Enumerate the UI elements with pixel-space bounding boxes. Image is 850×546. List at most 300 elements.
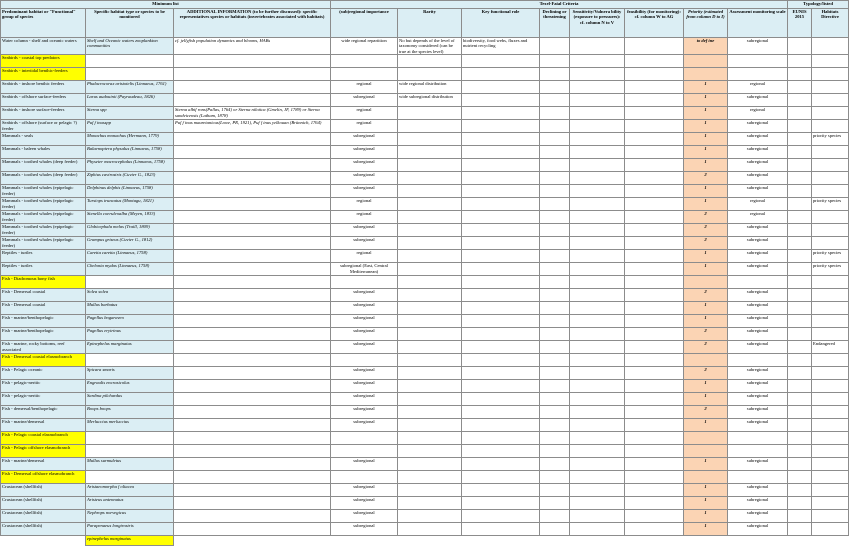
cell-species <box>86 276 174 289</box>
cell-importance: subregional <box>331 328 398 341</box>
cell-declining <box>540 432 570 445</box>
cell-species: Tursiops truncatus (Montagu, 1821) <box>86 198 174 211</box>
cell-sensitivity <box>570 38 625 55</box>
cell-sensitivity <box>570 263 625 276</box>
cell-feasibility <box>625 380 684 393</box>
cell-species: Stenella coeruleoalba (Meyen, 1833) <box>86 211 174 224</box>
cell-habitats-directive <box>812 81 849 94</box>
cell-sensitivity <box>570 146 625 159</box>
cell-species: Nephrops norvegicus <box>86 510 174 523</box>
cell-additional-info <box>174 289 331 302</box>
cell-eunis <box>788 458 812 471</box>
cell-additional-info <box>174 419 331 432</box>
cell-additional-info: cf. jellyfish population dynamics and blooms, HABs <box>174 38 331 55</box>
cell-assessment-scale: subregional <box>728 120 788 133</box>
cell-feasibility <box>625 159 684 172</box>
cell-habitats-directive <box>812 276 849 289</box>
table-row <box>1 471 849 484</box>
table-row <box>1 81 849 94</box>
cell-eunis <box>788 484 812 497</box>
table-row <box>1 445 849 458</box>
cell-eunis <box>788 185 812 198</box>
cell-assessment-scale: subregional <box>728 497 788 510</box>
cell-importance <box>331 471 398 484</box>
cell-eunis <box>788 211 812 224</box>
cell-declining <box>540 94 570 107</box>
cell-additional-info <box>174 445 331 458</box>
cell-feasibility <box>625 263 684 276</box>
cell-rarity <box>398 497 462 510</box>
cell-additional-info <box>174 302 331 315</box>
cell-declining <box>540 341 570 354</box>
cell-feasibility <box>625 94 684 107</box>
cell-assessment-scale: subregional <box>728 133 788 146</box>
col-header-eunis: EUNIS 2015 <box>788 9 812 38</box>
cell-sensitivity <box>570 94 625 107</box>
cell-sensitivity <box>570 107 625 120</box>
cell-priority: 1 <box>684 315 728 328</box>
cell-habitats-directive <box>812 68 849 81</box>
cell-declining <box>540 315 570 328</box>
cell-habitats-directive <box>812 172 849 185</box>
cell-species: Physeter macrocephalus (Linnaeus, 1758) <box>86 159 174 172</box>
cell-key-role: biodiversity, food webs, fluxes and nutrient recycling <box>462 38 540 55</box>
cell-species <box>86 354 174 367</box>
cell-additional-info <box>174 81 331 94</box>
col-header-importance: (sub)regional importance <box>331 9 398 38</box>
cell-habitats-directive <box>812 354 849 367</box>
cell-group: Seabirds - offshore surface-feeders <box>1 94 86 107</box>
table-row <box>1 68 849 81</box>
cell-sensitivity <box>570 211 625 224</box>
cell-species: Aristeus antennatus <box>86 497 174 510</box>
cell-declining <box>540 211 570 224</box>
cell-habitats-directive <box>812 94 849 107</box>
cell-rarity <box>398 224 462 237</box>
cell-eunis <box>788 172 812 185</box>
cell-sensitivity <box>570 81 625 94</box>
cell-feasibility <box>625 393 684 406</box>
cell-declining <box>540 159 570 172</box>
cell-additional-info <box>174 198 331 211</box>
cell-declining <box>540 224 570 237</box>
cell-importance: regional <box>331 107 398 120</box>
cell-priority: 1 <box>684 198 728 211</box>
cell-declining <box>540 510 570 523</box>
cell-species: Merluccius merluccius <box>86 419 174 432</box>
cell-key-role <box>462 68 540 81</box>
cell-eunis <box>788 237 812 250</box>
cell-species: Ziphius cavirostris (Cuvier G., 1823) <box>86 172 174 185</box>
cell-sensitivity <box>570 354 625 367</box>
cell-assessment-scale: regional <box>728 81 788 94</box>
cell-eunis <box>788 380 812 393</box>
cell-declining <box>540 237 570 250</box>
cell-priority: 2 <box>684 341 728 354</box>
cell-rarity <box>398 510 462 523</box>
cell-species: Aristaeomorpha f oliacea <box>86 484 174 497</box>
cell-assessment-scale <box>728 55 788 68</box>
cell-feasibility <box>625 55 684 68</box>
cell-priority: 2 <box>684 211 728 224</box>
cell-importance <box>331 276 398 289</box>
cell-additional-info <box>174 55 331 68</box>
cell-species: Chelonia mydas (Linnaeus, 1758) <box>86 263 174 276</box>
cell-group: Mammals - toothed whales (deep feeder) <box>1 172 86 185</box>
cell-additional-info <box>174 354 331 367</box>
cell-feasibility <box>625 510 684 523</box>
cell-rarity <box>398 198 462 211</box>
cell-species: Boops boops <box>86 406 174 419</box>
cell-group: Fish - Pelagic offshore elasmobranch <box>1 445 86 458</box>
cell-declining <box>540 81 570 94</box>
cell-rarity <box>398 315 462 328</box>
cell-group: Fish - Diadromous bony fish <box>1 276 86 289</box>
cell-importance: regional <box>331 120 398 133</box>
cell-priority: 1 <box>684 107 728 120</box>
cell-importance: subregional <box>331 419 398 432</box>
cell-species: Monachus monachus (Hermann, 1779) <box>86 133 174 146</box>
cell-species: Larus audouinii (Payraudeau, 1826) <box>86 94 174 107</box>
cell-habitats-directive <box>812 315 849 328</box>
cell-declining <box>540 497 570 510</box>
cell-sensitivity <box>570 419 625 432</box>
cell-feasibility <box>625 133 684 146</box>
cell-importance: subregional <box>331 510 398 523</box>
cell-importance: subregional <box>331 94 398 107</box>
cell-habitats-directive <box>812 471 849 484</box>
cell-rarity <box>398 185 462 198</box>
cell-key-role <box>462 458 540 471</box>
cell-habitats-directive <box>812 38 849 55</box>
cell-importance: subregional <box>331 172 398 185</box>
table-row <box>1 458 849 471</box>
cell-declining <box>540 445 570 458</box>
cell-species: Globicephala melas (Traill, 1809) <box>86 224 174 237</box>
cell-habitats-directive <box>812 328 849 341</box>
cell-eunis <box>788 146 812 159</box>
cell-group: Fish - Demersal coastal <box>1 289 86 302</box>
cell-rarity: No but depends of the level of taxonomy considered (can be true at the species level) <box>398 38 462 55</box>
cell-key-role <box>462 120 540 133</box>
cell-sensitivity <box>570 120 625 133</box>
cell-key-role <box>462 224 540 237</box>
cell-sensitivity <box>570 185 625 198</box>
cell-habitats-directive <box>812 510 849 523</box>
cell-habitats-directive <box>812 107 849 120</box>
cell-priority: 1 <box>684 458 728 471</box>
cell-feasibility <box>625 341 684 354</box>
cell-species: Sardina pilchardus <box>86 393 174 406</box>
cell-sensitivity <box>570 250 625 263</box>
cell-species: Sterna spp <box>86 107 174 120</box>
cell-eunis <box>788 328 812 341</box>
cell-priority <box>684 276 728 289</box>
col-header-habitats-directive: Habitats Directive <box>812 9 849 38</box>
cell-habitats-directive <box>812 120 849 133</box>
cell-priority: 1 <box>684 263 728 276</box>
cell-group: Fish - Demersal coastal elasmobranch <box>1 354 86 367</box>
cell-additional-info <box>174 523 331 536</box>
cell-additional-info <box>174 367 331 380</box>
cell-additional-info <box>174 185 331 198</box>
table-row <box>1 263 849 276</box>
cell-key-role <box>462 276 540 289</box>
cell-key-role <box>462 432 540 445</box>
cell-declining <box>540 393 570 406</box>
cell-rarity <box>398 250 462 263</box>
cell-sensitivity <box>570 276 625 289</box>
cell-additional-info <box>174 263 331 276</box>
cell-feasibility <box>625 302 684 315</box>
cell-eunis <box>788 94 812 107</box>
cell-sensitivity <box>570 432 625 445</box>
cell-feasibility <box>625 523 684 536</box>
cell-key-role <box>462 302 540 315</box>
table-row <box>1 120 849 133</box>
cell-declining <box>540 55 570 68</box>
cell-feasibility <box>625 107 684 120</box>
cell-additional-info <box>174 94 331 107</box>
cell-assessment-scale: subregional <box>728 172 788 185</box>
cell-assessment-scale: subregional <box>728 367 788 380</box>
cell-rarity <box>398 120 462 133</box>
cell-key-role <box>462 328 540 341</box>
cell-key-role <box>462 211 540 224</box>
col-header-priority: Priority (estimated from column D to I) <box>684 9 728 38</box>
cell-rarity <box>398 133 462 146</box>
cell-sensitivity <box>570 172 625 185</box>
cell-assessment-scale: subregional <box>728 38 788 55</box>
cell-species: Balaenoptera physalus (Linnaeus, 1758) <box>86 146 174 159</box>
cell-rarity <box>398 146 462 159</box>
cell-habitats-directive <box>812 523 849 536</box>
cell-habitats-directive: priority species <box>812 263 849 276</box>
cell-declining <box>540 198 570 211</box>
cell-group: Seabirds - inshore benthic feeders <box>1 81 86 94</box>
cell-habitats-directive <box>812 484 849 497</box>
table-row <box>1 380 849 393</box>
cell-additional-info <box>174 172 331 185</box>
cell-assessment-scale: subregional <box>728 289 788 302</box>
cell-priority: 1 <box>684 159 728 172</box>
cell-eunis <box>788 81 812 94</box>
cell-priority: 1 <box>684 250 728 263</box>
cell-declining <box>540 471 570 484</box>
cell-group: Fish - Pelagic coastal elasmobranch <box>1 432 86 445</box>
cell-habitats-directive <box>812 55 849 68</box>
cell-additional-info <box>174 250 331 263</box>
cell-priority: 1 <box>684 523 728 536</box>
cell-priority: 2 <box>684 172 728 185</box>
cell-rarity <box>398 328 462 341</box>
cell-declining <box>540 185 570 198</box>
table-row <box>1 523 849 536</box>
cell-rarity <box>398 393 462 406</box>
cell-habitats-directive: Endangered <box>812 341 849 354</box>
cell-priority <box>684 55 728 68</box>
cell-assessment-scale <box>728 445 788 458</box>
cell-key-role <box>462 55 540 68</box>
cell-feasibility <box>625 68 684 81</box>
cell-feasibility <box>625 419 684 432</box>
cell-priority: to def ine <box>684 38 728 55</box>
cell-key-role <box>462 81 540 94</box>
cell-sensitivity <box>570 133 625 146</box>
cell-key-role <box>462 107 540 120</box>
cell-sensitivity <box>570 315 625 328</box>
cell-sensitivity <box>570 68 625 81</box>
cell-feasibility <box>625 432 684 445</box>
cell-assessment-scale: subregional <box>728 263 788 276</box>
cell-key-role <box>462 315 540 328</box>
cell-sensitivity <box>570 55 625 68</box>
cell-key-role <box>462 146 540 159</box>
cell-feasibility <box>625 354 684 367</box>
table-row <box>1 406 849 419</box>
cell-habitats-directive <box>812 224 849 237</box>
cell-feasibility <box>625 38 684 55</box>
cell-sensitivity <box>570 510 625 523</box>
cell-importance <box>331 68 398 81</box>
cell-key-role <box>462 523 540 536</box>
footer-spacer <box>174 536 849 546</box>
cell-key-role <box>462 380 540 393</box>
cell-habitats-directive <box>812 432 849 445</box>
cell-assessment-scale: subregional <box>728 328 788 341</box>
cell-feasibility <box>625 289 684 302</box>
cell-priority: 2 <box>684 328 728 341</box>
cell-habitats-directive <box>812 159 849 172</box>
cell-species: Engraulis encrasicolus <box>86 380 174 393</box>
cell-rarity <box>398 302 462 315</box>
cell-key-role <box>462 406 540 419</box>
cell-priority: 1 <box>684 393 728 406</box>
table-row <box>1 107 849 120</box>
cell-feasibility <box>625 172 684 185</box>
cell-key-role <box>462 185 540 198</box>
cell-additional-info <box>174 510 331 523</box>
cell-key-role <box>462 133 540 146</box>
cell-additional-info <box>174 432 331 445</box>
cell-rarity <box>398 172 462 185</box>
cell-feasibility <box>625 315 684 328</box>
cell-importance: regional <box>331 81 398 94</box>
cell-rarity <box>398 341 462 354</box>
cell-assessment-scale: subregional <box>728 419 788 432</box>
cell-group: Seabirds - inshore surface-feeders <box>1 107 86 120</box>
cell-eunis <box>788 198 812 211</box>
cell-group: Mammals - baleen whales <box>1 146 86 159</box>
cell-feasibility <box>625 211 684 224</box>
cell-declining <box>540 484 570 497</box>
cell-habitats-directive <box>812 406 849 419</box>
cell-assessment-scale: regional <box>728 211 788 224</box>
cell-declining <box>540 302 570 315</box>
cell-declining <box>540 146 570 159</box>
cell-key-role <box>462 250 540 263</box>
cell-species <box>86 432 174 445</box>
cell-priority: 1 <box>684 302 728 315</box>
cell-assessment-scale: subregional <box>728 146 788 159</box>
cell-habitats-directive <box>812 302 849 315</box>
cell-feasibility <box>625 471 684 484</box>
table-row <box>1 289 849 302</box>
cell-feasibility <box>625 276 684 289</box>
cell-priority <box>684 68 728 81</box>
cell-rarity <box>398 406 462 419</box>
cell-declining <box>540 328 570 341</box>
cell-sensitivity <box>570 497 625 510</box>
table-row <box>1 419 849 432</box>
table-row <box>1 484 849 497</box>
cell-rarity <box>398 367 462 380</box>
cell-feasibility <box>625 250 684 263</box>
cell-key-role <box>462 471 540 484</box>
cell-group: Reptiles - turtles <box>1 250 86 263</box>
cell-assessment-scale <box>728 471 788 484</box>
cell-group: Seabirds - offshore (surface or pelagic ?) feeder <box>1 120 86 133</box>
cell-rarity <box>398 432 462 445</box>
cell-importance <box>331 55 398 68</box>
cell-eunis <box>788 471 812 484</box>
cell-declining <box>540 133 570 146</box>
cell-priority <box>684 471 728 484</box>
cell-feasibility <box>625 120 684 133</box>
cell-priority: 1 <box>684 133 728 146</box>
cell-assessment-scale: subregional <box>728 510 788 523</box>
cell-declining <box>540 458 570 471</box>
cell-species: Solea solea <box>86 289 174 302</box>
cell-additional-info <box>174 341 331 354</box>
table-row <box>1 510 849 523</box>
table-row <box>1 432 849 445</box>
cell-additional-info <box>174 146 331 159</box>
cell-group: Fish - pelagic-neritic <box>1 380 86 393</box>
cell-additional-info <box>174 159 331 172</box>
cell-assessment-scale <box>728 276 788 289</box>
cell-feasibility <box>625 146 684 159</box>
table-row <box>1 211 849 224</box>
cell-feasibility <box>625 224 684 237</box>
cell-declining <box>540 289 570 302</box>
cell-priority: 2 <box>684 237 728 250</box>
cell-group: Fish - pelagic-neritic <box>1 393 86 406</box>
cell-species: Phalacrocorax aristotelis (Linnaeus, 1761) <box>86 81 174 94</box>
cell-rarity <box>398 471 462 484</box>
col-header-group: Predominant habitat or "Functional" group of species <box>1 9 86 38</box>
cell-importance: subregional <box>331 302 398 315</box>
cell-assessment-scale: regional <box>728 107 788 120</box>
cell-additional-info <box>174 211 331 224</box>
cell-declining <box>540 406 570 419</box>
cell-eunis <box>788 510 812 523</box>
cell-species <box>86 55 174 68</box>
cell-feasibility <box>625 445 684 458</box>
cell-eunis <box>788 289 812 302</box>
cell-assessment-scale <box>728 354 788 367</box>
col-header-rarity: Rarity <box>398 9 462 38</box>
cell-priority: 2 <box>684 367 728 380</box>
cell-additional-info <box>174 68 331 81</box>
cell-key-role <box>462 419 540 432</box>
cell-importance: subregional (East, Central Mediterranean) <box>331 263 398 276</box>
cell-additional-info <box>174 224 331 237</box>
cell-key-role <box>462 367 540 380</box>
cell-priority <box>684 432 728 445</box>
table-row <box>1 276 849 289</box>
cell-feasibility <box>625 406 684 419</box>
